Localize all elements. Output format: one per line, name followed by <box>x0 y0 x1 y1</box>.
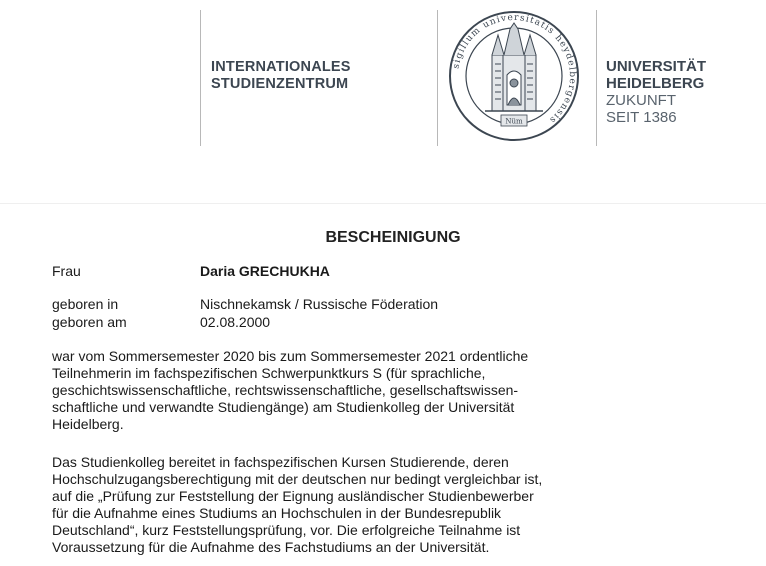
tagline-line-2: SEIT 1386 <box>606 109 677 126</box>
birthdate-label: geboren am <box>52 314 127 330</box>
paragraph-line: für die Aufnahme eines Studiums an Hochschulen in der Bundesrepublik <box>52 505 502 521</box>
paragraph-line: Voraussetzung für die Aufnahme des Fachstudiums an der Universität. <box>52 539 490 555</box>
paragraph-studienkolleg <box>52 454 582 556</box>
university-line-1: UNIVERSITÄT <box>606 58 707 75</box>
salutation-label: Frau <box>52 263 81 279</box>
birthplace-value: Nischnekamsk / Russische Föderation <box>200 296 439 312</box>
header-divider-mid <box>437 10 438 146</box>
person-name: Daria GRECHUKHA <box>200 263 330 279</box>
institute-name <box>211 59 351 93</box>
paragraph-line: Teilnehmerin im fachspezifischen Schwerpunktkurs S (für sprachliche, <box>52 365 486 381</box>
university-name <box>606 58 706 126</box>
paragraph-line: schaftliche und verwandte Studiengänge) am Studienkolleg der Universität <box>52 399 515 415</box>
birthdate-value: 02.08.2000 <box>200 314 271 330</box>
paragraph-line: Das Studienkolleg bereitet in fachspezifischen Kursen Studierende, deren <box>52 454 509 470</box>
institute-line-2: STUDIENZENTRUM <box>211 76 349 92</box>
header-divider-left <box>200 10 201 146</box>
institute-line-1: INTERNATIONALES <box>211 59 351 75</box>
tagline-line-1: ZUKUNFT <box>606 92 676 109</box>
paragraph-participation <box>52 348 582 433</box>
svg-text:sigillum universitatis heydelb: sigillum universitatis heydelbergensis <box>451 12 578 126</box>
paragraph-line: Heidelberg. <box>52 416 124 432</box>
university-seal-logo <box>447 9 581 143</box>
header-divider-right <box>596 10 597 146</box>
document-title: BESCHEINIGUNG <box>325 229 461 246</box>
paragraph-line: geschichtswissenschaftliche, rechtswissenschaftliche, gesellschaftswissen- <box>52 382 519 398</box>
paragraph-line: Hochschulzugangsberechtigung mit der deutschen nur bedingt vergleichbar ist, <box>52 471 543 487</box>
birthplace-label: geboren in <box>52 296 119 312</box>
paragraph-line: auf die „Prüfung zur Feststellung der Eignung ausländischer Studienbewerber <box>52 488 534 504</box>
paragraph-line: war vom Sommersemester 2020 bis zum Sommersemester 2021 ordentliche <box>52 348 529 364</box>
page-divider <box>0 203 766 204</box>
svg-text:Nüm: Nüm <box>505 117 523 126</box>
university-line-2: HEIDELBERG <box>606 75 705 92</box>
paragraph-line: Deutschland“, kurz Feststellungsprüfung, vor. Die erfolgreiche Teilnahme ist <box>52 522 521 538</box>
